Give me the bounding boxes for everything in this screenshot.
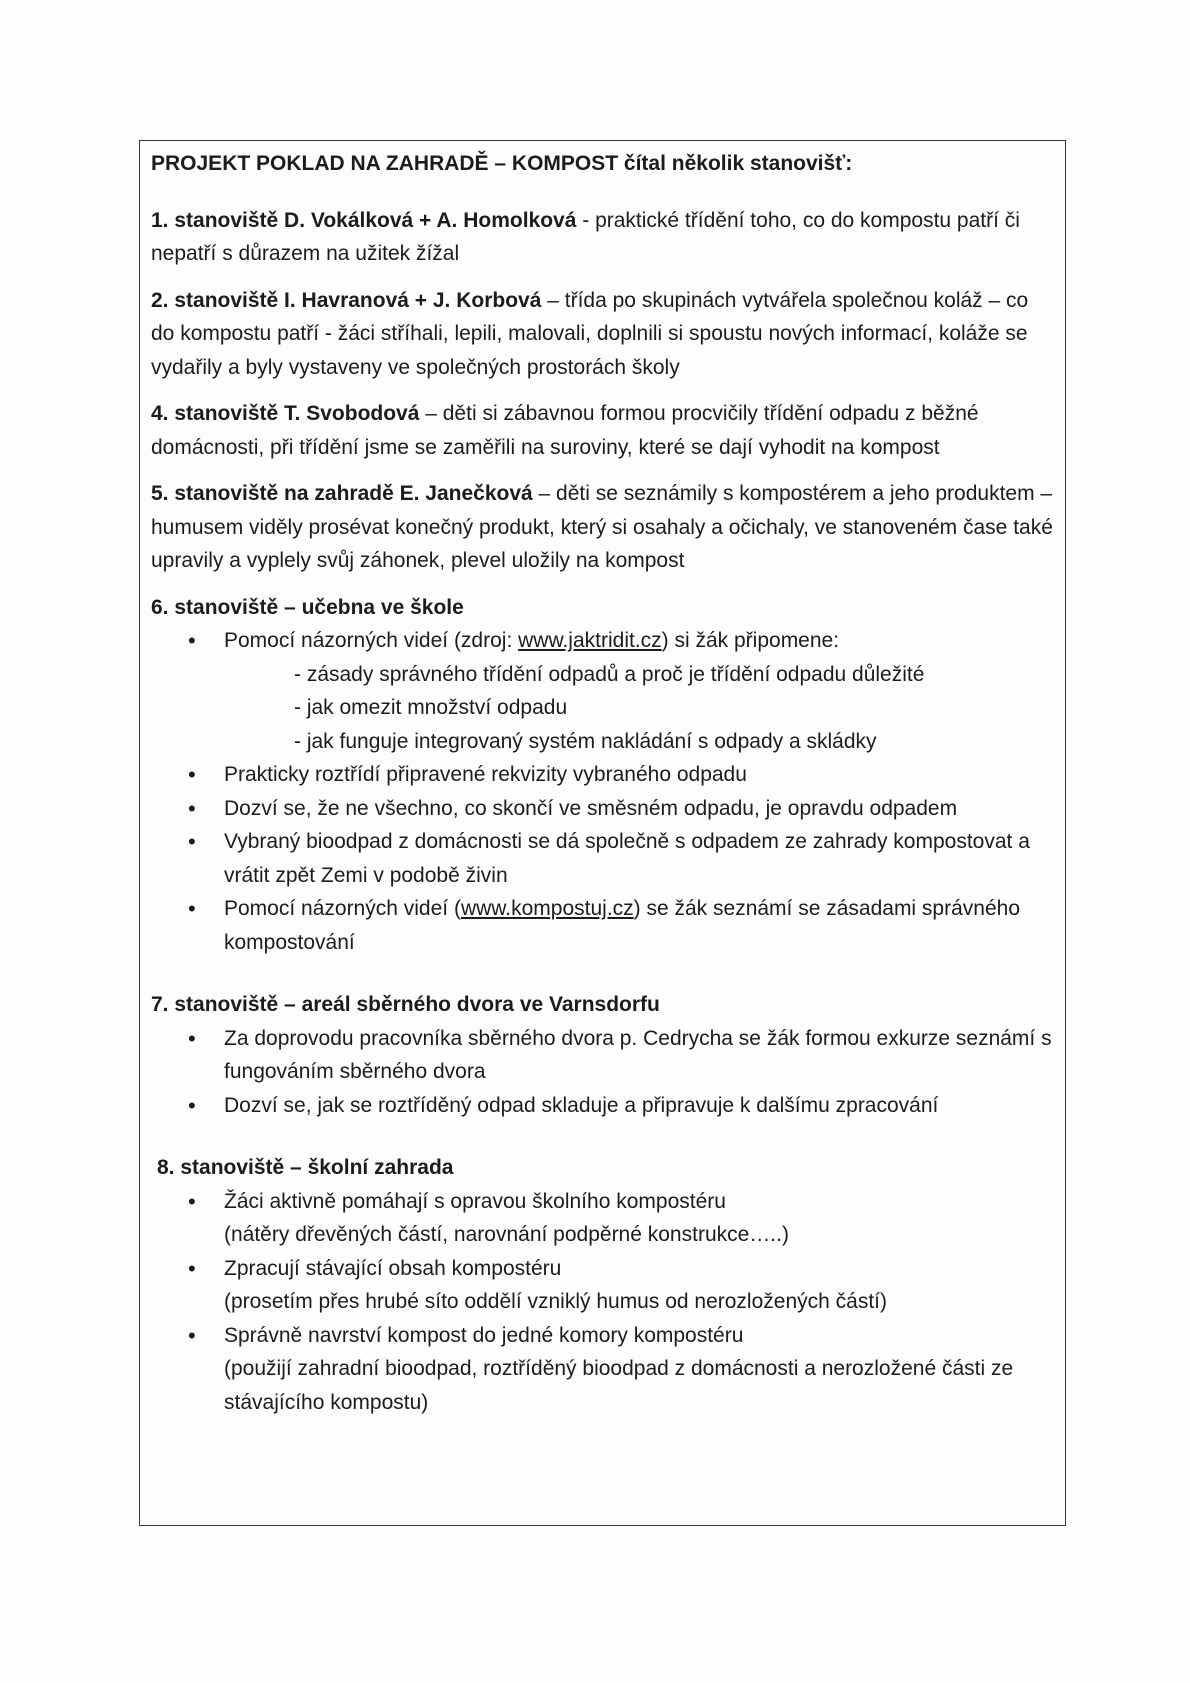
- list-item: • Dozví se, jak se roztříděný odpad skladuje a připravuje k dalšímu zpracování: [151, 1089, 1055, 1123]
- station-7: [151, 988, 1055, 1122]
- station-2-text: – třída po skupinách vytvářela společnou koláž – co do kompostu patří - žáci stříhali, lepili, malovali, doplnili si spoustu nových informací, koláže se vydařily a byly vystaveny ve společných prostorách školy: [151, 288, 1029, 379]
- station-5: [151, 477, 1055, 578]
- station-8-heading: 8. stanoviště – školní zahrada: [157, 1156, 454, 1179]
- list-item: • Zpracují stávající obsah kompostéru (prosetím přes hrubé síto oddělí vzniklý humus od nerozložených částí): [151, 1252, 1055, 1319]
- station-2-heading: 2. stanoviště I. Havranová + J. Korbová: [151, 288, 542, 312]
- station-5-heading: 5. stanoviště na zahradě E. Janečková: [151, 482, 533, 505]
- kompostuj-link[interactable]: www.kompostuj.cz: [460, 897, 634, 920]
- station-1-heading: 1. stanoviště D. Vokálková + A. Homolková: [151, 208, 577, 232]
- sub-item: - jak funguje integrovaný systém nakládání s odpady a skládky: [294, 729, 877, 753]
- station-1: [151, 204, 1055, 271]
- sub-item: - zásady správného třídění odpadů a proč je třídění odpadu důležité: [294, 662, 925, 686]
- list-item: • Dozví se, že ne všechno, co skončí ve směsném odpadu, je opravdu odpadem: [151, 792, 1055, 826]
- document-frame: [139, 140, 1066, 1526]
- list-item: • Prakticky roztřídí připravené rekvizity vybraného odpadu: [151, 758, 1055, 792]
- station-6-heading: 6. stanoviště – učebna ve škole: [151, 595, 464, 619]
- list-item: • Pomocí názorných videí (www.kompostuj.cz) se žák seznámí se zásadami správného kompostování: [151, 892, 1055, 959]
- station-1-text: - praktické třídění toho, co do kompostu patří či nepatří s důrazem na užitek žížal: [151, 208, 1020, 265]
- station-6: [151, 591, 1055, 960]
- list-item: • Správně navrství kompost do jedné komory kompostéru (použijí zahradní bioodpad, roztříděný bioodpad z domácnosti a nerozložené části ze stávajícího kompostu): [151, 1319, 1055, 1420]
- station-8: [151, 1151, 1055, 1419]
- list-item: • Za doprovodu pracovníka sběrného dvora p. Cedrycha se žák formou exkurze seznámí s fungováním sběrného dvora: [151, 1022, 1055, 1089]
- station-7-list: [151, 1022, 1055, 1123]
- list-item: • Žáci aktivně pomáhají s opravou školního kompostéru (nátěry dřevěných částí, narovnání podpěrné konstrukce…..): [151, 1185, 1055, 1252]
- list-item: • Pomocí názorných videí (zdroj: www.jaktridit.cz) si žák připomene: - zásady správného třídění odpadů a proč je třídění odpadu důležité - jak omezit množství odpadu - jak funguje integrovaný systém nakládání s odpady a skládky: [151, 624, 1055, 758]
- station-8-list: [151, 1185, 1055, 1420]
- station-4-text: – děti si zábavnou formou procvičily třídění odpadu z běžné domácnosti, při třídění jsme se zaměřili na suroviny, které se dají vyhodit na kompost: [151, 402, 979, 459]
- jaktridit-link[interactable]: www.jaktridit.cz: [518, 629, 662, 652]
- station-6-list: [151, 624, 1055, 959]
- document-title: PROJEKT POKLAD NA ZAHRADĚ – KOMPOST čítal několik stanovišť:: [151, 152, 853, 175]
- station-4: [151, 397, 1055, 464]
- list-item: • Vybraný bioodpad z domácnosti se dá společně s odpadem ze zahrady kompostovat a vrátit zpět Zemi v podobě živin: [151, 825, 1055, 892]
- station-7-heading: 7. stanoviště – areál sběrného dvora ve Varnsdorfu: [151, 993, 660, 1016]
- station-5-text: – děti se seznámily s kompostérem a jeho produktem – humusem viděly prosévat konečný produkt, který si osahaly a očichaly, ve stanoveném čase také upravily a vyplely svůj záhonek, plevel uložily na kompost: [151, 482, 1053, 572]
- sub-item: - jak omezit množství odpadu: [294, 696, 568, 719]
- station-2: [151, 284, 1055, 385]
- station-4-heading: 4. stanoviště T. Svobodová: [151, 402, 420, 425]
